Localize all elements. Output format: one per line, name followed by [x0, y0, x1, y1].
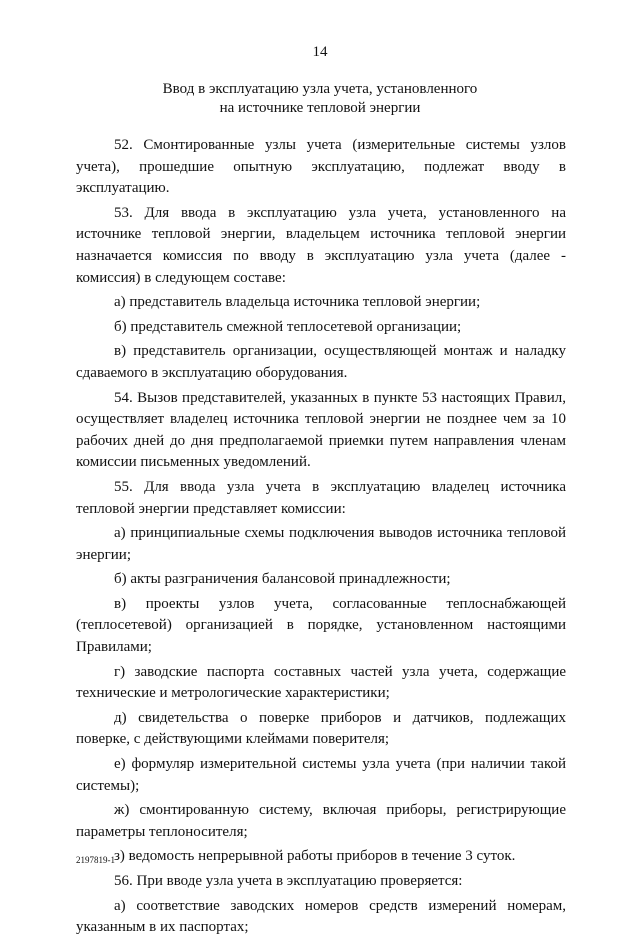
paragraph-53-item-a: а) представитель владельца источника тепловой энергии;: [114, 294, 481, 311]
paragraph-55: 55. Для ввода узла учета в эксплуатацию владелец источника тепловой энергии представляет комиссии:: [76, 478, 566, 517]
paragraph-56-item-a: а) соответствие заводских номеров средств измерений номерам, указанным в их паспортах;: [76, 897, 566, 936]
paragraph-55-item-z: з) ведомость непрерывной работы приборов в течение 3 суток.: [114, 848, 516, 865]
paragraph-55-item-g: г) заводские паспорта составных частей узла учета, содержащие технические и метрологические характеристики;: [76, 663, 566, 702]
page-number: 14: [312, 44, 328, 60]
paragraph-53: 53. Для ввода в эксплуатацию узла учета, установленного на источнике тепловой энергии, владельцем источника тепловой энергии назначается комиссия по вводу в эксплуатацию узла учета (далее - комиссия) в следующем составе:: [76, 204, 566, 286]
document-code: 2197819-1: [76, 855, 115, 865]
paragraph-55-item-v: в) проекты узлов учета, согласованные теплоснабжающей (теплосетевой) организацией в порядке, установленном настоящими Правилами;: [76, 595, 566, 656]
paragraph-53-item-v: в) представитель организации, осуществляющей монтаж и наладку сдаваемого в эксплуатацию оборудования.: [76, 343, 566, 381]
paragraph-55-item-a: а) принципиальные схемы подключения выводов источника тепловой энергии;: [76, 525, 566, 563]
paragraph-52: 52. Смонтированные узлы учета (измерительные системы узлов учета), прошедшие опытную эксплуатацию, подлежат вводу в эксплуатацию.: [76, 137, 566, 197]
paragraph-55-item-d: д) свидетельства о поверке приборов и датчиков, подлежащих поверке, с действующими клеймами поверителя;: [76, 709, 566, 748]
paragraph-55-item-b: б) акты разграничения балансовой принадлежности;: [114, 571, 451, 588]
paragraph-55-item-zh: ж) смонтированную систему, включая приборы, регистрирующие параметры теплоносителя;: [76, 802, 566, 840]
paragraph-54: 54. Вызов представителей, указанных в пункте 53 настоящих Правил, осуществляет владелец источника тепловой энергии не позднее чем за 10 рабочих дней до дня предполагаемой приемки путем направления членам комиссии письменных уведомлений.: [76, 389, 566, 471]
paragraph-53-item-b: б) представитель смежной теплосетевой организации;: [114, 318, 462, 335]
section-heading: [150, 80, 490, 118]
paragraph-55-item-e: е) формуляр измерительной системы узла учета (при наличии такой системы);: [76, 756, 566, 794]
document-body: [76, 135, 566, 942]
section-heading-line-2: на источнике тепловой энергии: [219, 100, 421, 116]
section-heading-line-1: Ввод в эксплуатацию узла учета, установленного: [162, 81, 478, 97]
paragraph-56: 56. При вводе узла учета в эксплуатацию проверяется:: [114, 873, 463, 889]
